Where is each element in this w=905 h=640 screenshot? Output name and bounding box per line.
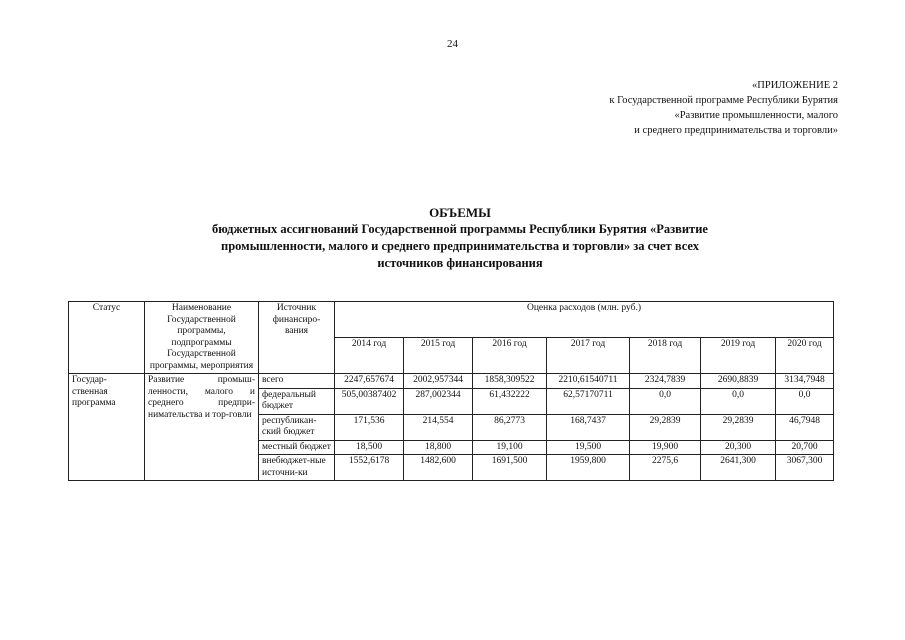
source-cell: республикан-ский бюджет [259,414,335,440]
value-cell: 20,700 [776,440,834,455]
value-cell: 168,7437 [547,414,630,440]
header-year: 2015 год [404,338,473,374]
value-cell: 1959,800 [547,455,630,481]
value-cell: 3134,7948 [776,374,834,389]
header-status: Статус [69,302,145,374]
value-cell: 18,800 [404,440,473,455]
table-row [69,374,834,389]
value-cell: 2210,61540711 [547,374,630,389]
appendix-line: и среднего предпринимательства и торговли» [634,125,838,136]
heading-line: бюджетных ассигнований Государственной программы Республики Бурятия «Развитие [212,222,708,236]
value-cell: 214,554 [404,414,473,440]
value-cell: 0,0 [701,388,776,414]
source-cell: внебюджет-ные источни-ки [259,455,335,481]
header-name: Наименование Государственной программы, подпрограммы Государственной программы, мероприятия [145,302,259,374]
value-cell: 1858,309522 [473,374,547,389]
value-cell: 62,57170711 [547,388,630,414]
value-cell: 0,0 [776,388,834,414]
value-cell: 0,0 [630,388,701,414]
value-cell: 29,2839 [630,414,701,440]
value-cell: 1482,600 [404,455,473,481]
value-cell: 171,536 [335,414,404,440]
value-cell: 2275,6 [630,455,701,481]
appendix-block [609,78,838,138]
header-year: 2018 год [630,338,701,374]
value-cell: 1552,6178 [335,455,404,481]
program-name-cell: Развитие промыш-ленности, малого и среднего предпри-нимательства и тор-говли [145,374,259,481]
heading-title: ОБЪЕМЫ [429,205,491,220]
document-heading [110,204,810,272]
value-cell: 46,7948 [776,414,834,440]
header-year: 2019 год [701,338,776,374]
value-cell: 1691,500 [473,455,547,481]
heading-line: промышленности, малого и среднего предпринимательства и торговли» за счет всех [221,239,699,253]
source-cell: местный бюджет [259,440,335,455]
header-source: Источник финансиро-вания [259,302,335,374]
value-cell: 2324,7839 [630,374,701,389]
header-year: 2016 год [473,338,547,374]
header-year: 2014 год [335,338,404,374]
appendix-line: «Развитие промышленности, малого [674,110,838,121]
header-estimate: Оценка расходов (млн. руб.) [335,302,834,338]
page-number: 24 [447,38,458,50]
status-cell: Государ-ственная программа [69,374,145,481]
value-cell: 86,2773 [473,414,547,440]
value-cell: 3067,300 [776,455,834,481]
source-cell: всего [259,374,335,389]
value-cell: 2002,957344 [404,374,473,389]
header-year: 2017 год [547,338,630,374]
value-cell: 2247,657674 [335,374,404,389]
appendix-line: к Государственной программе Республики Бурятия [609,95,838,106]
value-cell: 20,300 [701,440,776,455]
value-cell: 19,500 [547,440,630,455]
budget-table [68,301,834,481]
value-cell: 61,432222 [473,388,547,414]
value-cell: 19,900 [630,440,701,455]
value-cell: 287,002344 [404,388,473,414]
heading-line: источников финансирования [377,256,543,270]
appendix-line: «ПРИЛОЖЕНИЕ 2 [752,80,838,91]
header-year: 2020 год [776,338,834,374]
value-cell: 2641,300 [701,455,776,481]
value-cell: 29,2839 [701,414,776,440]
value-cell: 19,100 [473,440,547,455]
value-cell: 2690,8839 [701,374,776,389]
source-cell: федеральный бюджет [259,388,335,414]
value-cell: 505,00387402 [335,388,404,414]
value-cell: 18,500 [335,440,404,455]
